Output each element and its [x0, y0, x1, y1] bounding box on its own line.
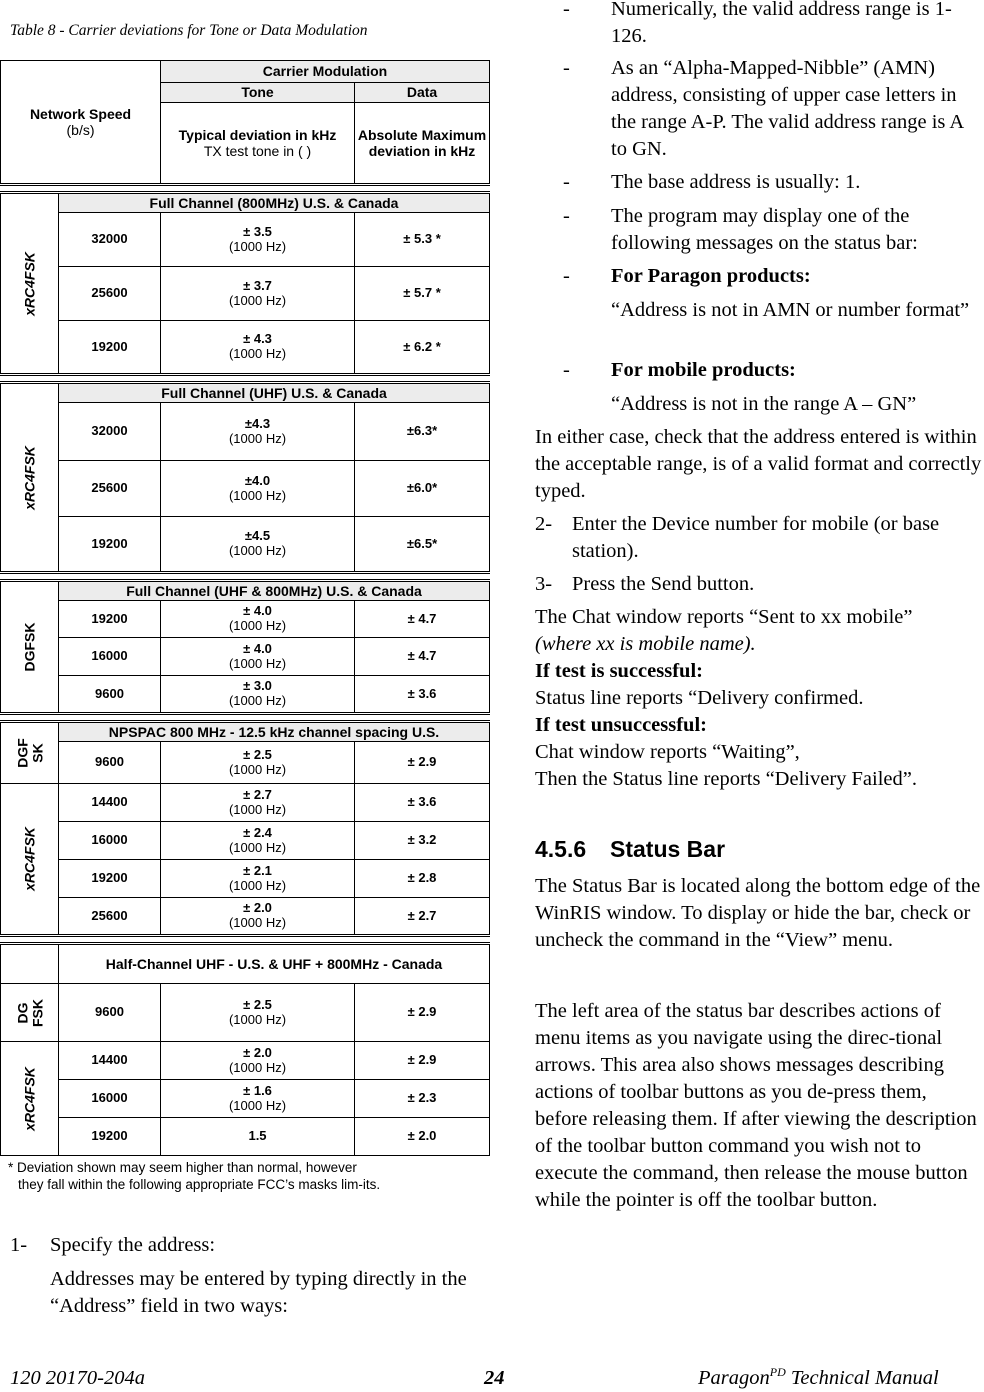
table-row: 9600 ± 2.5 (1000 Hz) ± 2.9	[1, 742, 490, 784]
section-title: Full Channel (UHF) U.S. & Canada	[59, 383, 490, 403]
table-row: DG FSK 9600 ± 2.5 (1000 Hz) ± 2.9	[1, 984, 490, 1042]
table-row: 16000 ± 2.4 (1000 Hz) ± 3.2	[1, 822, 490, 860]
status-bar-paragraph-2: The left area of the status bar describes actions of menu items as you navigate using the direc-tional arrows. This area also shows messages describing actions of toolbar buttons as you de-press them, before releasing them. If after viewing the description of the toolbar button command you wish not to execute the command, then release the mouse button while the pointer is off the toolbar button.	[535, 1000, 977, 1211]
table-row: 19200 ±4.5 (1000 Hz) ±6.5*	[1, 517, 490, 573]
table-row: 32000 ±4.3 (1000 Hz) ±6.3*	[1, 403, 490, 461]
table-caption: Table 8 - Carrier deviations for Tone or Data Modulation	[10, 22, 368, 39]
chat-result-block: The Chat window reports “Sent to xx mobile” (where xx is mobile name). If test is successful: Status line reports “Delivery confirmed. If test unsuccessful: Chat window reports “Waiting”, Then the Status line reports “Delivery Failed”.	[535, 606, 917, 790]
table-row: 19200 1.5 ± 2.0	[1, 1118, 490, 1156]
table-row: 25600 ± 2.0 (1000 Hz) ± 2.7	[1, 898, 490, 936]
section-title: Half-Channel UHF - U.S. & UHF + 800MHz - Canada	[59, 944, 490, 984]
table-row: 32000 ± 3.5 (1000 Hz) ± 5.3 *	[1, 213, 490, 267]
table-row: 16000 ± 1.6 (1000 Hz) ± 2.3	[1, 1080, 490, 1118]
section2-modulation-label: xRC4FSK	[1, 383, 59, 573]
tone-header: Tone	[161, 83, 355, 103]
section4-xrc4fsk-label: xRC4FSK	[1, 784, 59, 936]
footer-doc-number: 120 20170-204a	[10, 1367, 145, 1389]
footer-manual-title: Paragon$^{PD}$ Technical Manual	[698, 1365, 939, 1389]
table-row: xRC4FSK 14400 ± 2.7 (1000 Hz) ± 3.6	[1, 784, 490, 822]
section-title: NPSPAC 800 MHz - 12.5 kHz channel spacing U.S.	[59, 722, 490, 742]
section5-xrc4fsk-label: xRC4FSK	[1, 1042, 59, 1156]
section-title: Full Channel (UHF & 800MHz) U.S. & Canada	[59, 581, 490, 601]
network-speed-header: Network Speed (b/s)	[1, 61, 161, 185]
table-row: 19200 ± 4.3 (1000 Hz) ± 6.2 *	[1, 321, 490, 375]
footer-page-number: 24	[484, 1367, 505, 1389]
section4-dgfsk-label: DGF SK	[1, 722, 59, 784]
carrier-deviation-table	[0, 60, 490, 1156]
data-description: Absolute Maximum deviation in kHz	[355, 103, 490, 185]
step-1-detail: Addresses may be entered by typing directly in the “Address” field in two ways:	[50, 1268, 467, 1317]
table-row: 25600 ± 3.7 (1000 Hz) ± 5.7 *	[1, 267, 490, 321]
data-header: Data	[355, 83, 490, 103]
section-heading: 4.5.6 Status Bar	[535, 836, 726, 862]
section3-modulation-label: DGFSK	[1, 581, 59, 714]
tone-description: Typical deviation in kHz TX test tone in ( )	[161, 103, 355, 185]
status-bar-paragraph-1: The Status Bar is located along the bottom edge of the WinRIS window. To display or hide the bar, check or uncheck the command in the “View” menu.	[535, 875, 981, 951]
section5-dgfsk-label: DG FSK	[1, 984, 59, 1042]
table-footnote: * Deviation shown may seem higher than normal, however they fall within the following appropriate FCC’s masks lim-its.	[8, 1160, 381, 1192]
table-row: 25600 ±4.0 (1000 Hz) ±6.0*	[1, 461, 490, 517]
table-row: 19200 ± 2.1 (1000 Hz) ± 2.8	[1, 860, 490, 898]
section1-modulation-label: xRC4FSK	[1, 193, 59, 375]
either-case-paragraph: In either case, check that the address entered is within the acceptable range, is of a valid format and correctly typed.	[535, 426, 982, 502]
table-row: xRC4FSK 14400 ± 2.0 (1000 Hz) ± 2.9	[1, 1042, 490, 1080]
table-row: 16000 ± 4.0 (1000 Hz) ± 4.7	[1, 638, 490, 676]
carrier-modulation-header: Carrier Modulation	[161, 61, 490, 83]
table-row: 9600 ± 3.0 (1000 Hz) ± 3.6	[1, 676, 490, 714]
table-row: 19200 ± 4.0 (1000 Hz) ± 4.7	[1, 601, 490, 638]
section-title: Full Channel (800MHz) U.S. & Canada	[59, 193, 490, 213]
